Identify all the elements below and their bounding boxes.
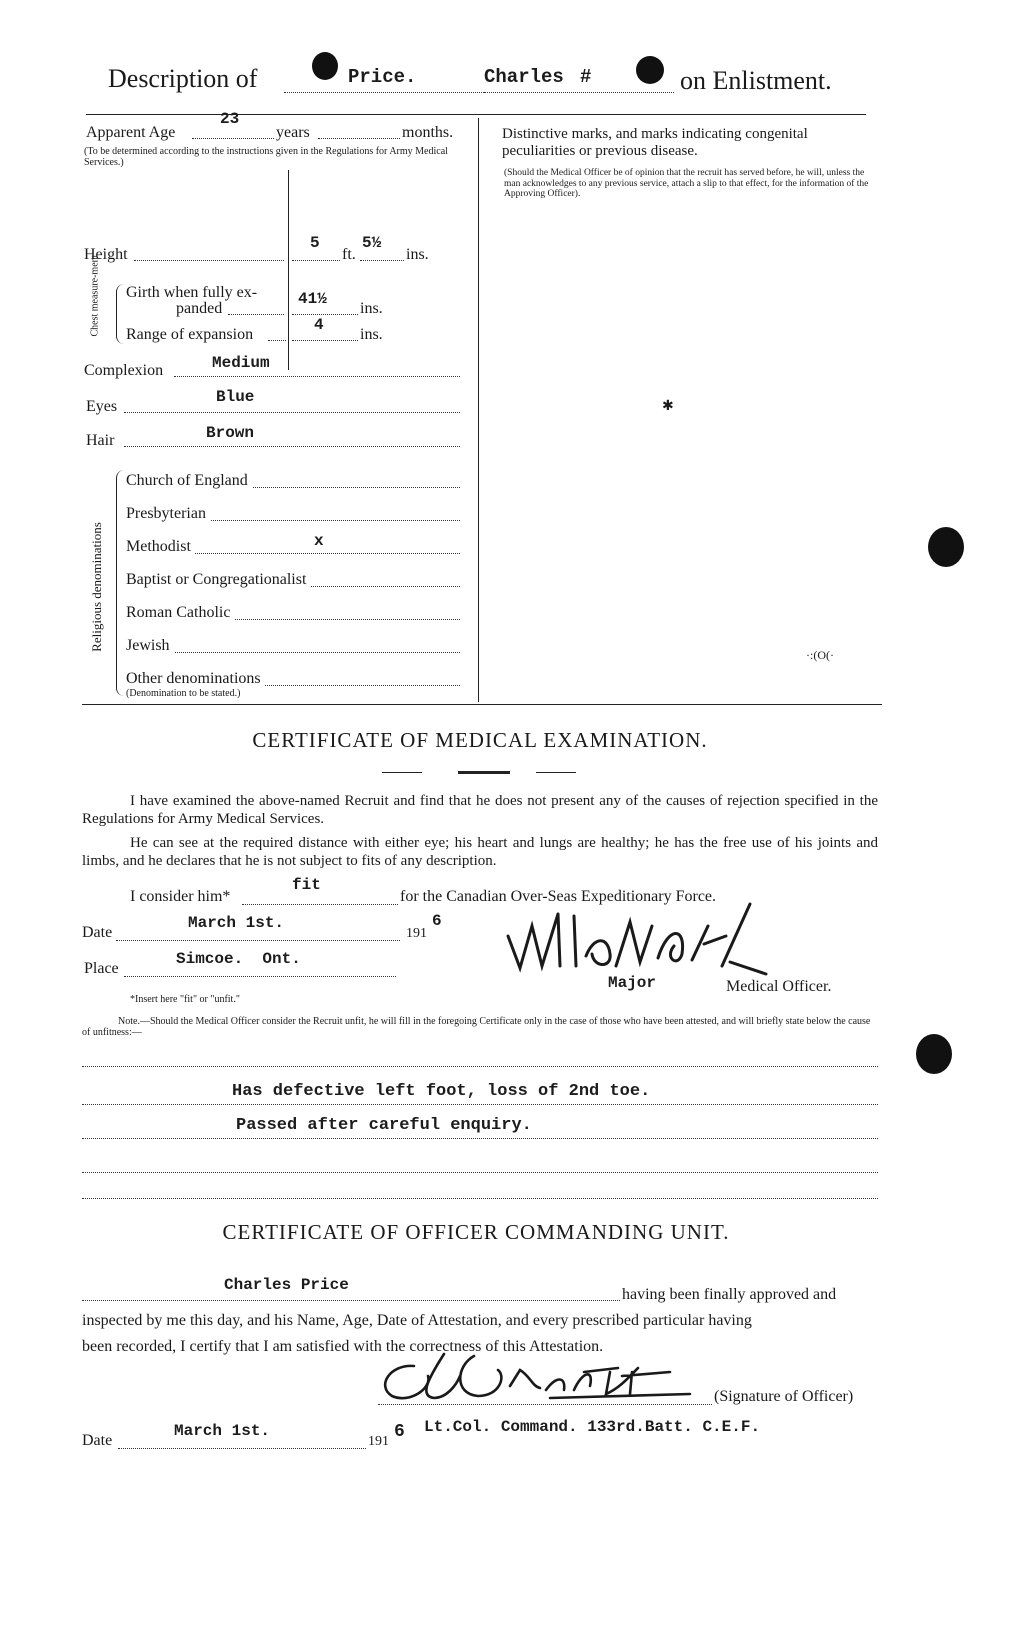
header-surname: Price. (348, 66, 417, 88)
denomination-row (126, 635, 460, 659)
medical-certificate-title: CERTIFICATE OF MEDICAL EXAMINATION. (252, 728, 708, 752)
hole-punch (916, 1034, 952, 1074)
commanding-year-digit: 6 (394, 1422, 405, 1442)
ink-blot (636, 56, 664, 84)
girth-label-line-1: Girth when fully ex- (126, 284, 258, 301)
height-feet-unit: ft. (342, 246, 356, 263)
denomination-label: Church of England (126, 472, 252, 490)
ink-blot (312, 52, 338, 80)
hair-label: Hair (86, 432, 115, 449)
commanding-certificate-title: CERTIFICATE OF OFFICER COMMANDING UNIT. (222, 1220, 730, 1244)
medical-remark-2: Passed after careful enquiry. (236, 1116, 532, 1135)
commanding-text-1: having been finally approved and (622, 1286, 837, 1303)
medical-year-prefix: 191 (406, 926, 427, 941)
marks-note: (Should the Medical Officer be of opinion that the recruit has served before, he will, unless the man acknowledges to any previous service, attach a slip to that effect, for the information of the Approving Officer). (504, 168, 869, 199)
header-prefix: Description of (108, 64, 258, 93)
girth-value: 41½ (298, 290, 327, 308)
complexion-value: Medium (212, 354, 270, 372)
commanding-date-label: Date (82, 1432, 113, 1449)
medical-officer-rank: Major (608, 974, 657, 992)
header-suffix: on Enlistment. (680, 66, 832, 95)
medical-officer-signature (498, 896, 778, 980)
denomination-row (126, 470, 460, 494)
header-hash: # (580, 66, 592, 88)
marks-label-line-1: Distinctive marks, and marks indicating congenital (502, 126, 808, 142)
consider-label: I consider him* (130, 888, 231, 905)
medical-paragraph-1: I have examined the above-named Recruit and find that he does not present any of the causes of rejection specified in the Regulations for Army Medical Services. (82, 793, 878, 827)
medical-date-value: March 1st. (188, 914, 285, 932)
girth-unit: ins. (360, 300, 383, 317)
unfit-note: Note.—Should the Medical Officer consider the Recruit unfit, he will fill in the foregoing Certificate only in the case of those who have been attested, and will briefly state below the cause of unfitness:— (82, 1016, 871, 1038)
range-label: Range of expansion (126, 326, 254, 343)
denomination-row (126, 569, 460, 593)
form-header (108, 62, 968, 102)
eyes-value: Blue (216, 388, 255, 406)
medical-date-label: Date (82, 924, 113, 941)
denomination-row (126, 503, 460, 527)
eyes-label: Eyes (86, 398, 118, 415)
height-feet-value: 5 (310, 234, 320, 252)
hair-value: Brown (206, 424, 255, 442)
commanding-officer-signature (370, 1346, 700, 1406)
age-years-label: years (276, 124, 310, 141)
age-value: 23 (220, 110, 240, 128)
medical-year-digit: 6 (432, 912, 442, 930)
complexion-label: Complexion (84, 362, 164, 379)
hole-punch (928, 527, 964, 567)
denomination-label: Methodist (126, 538, 195, 556)
medical-remark-1: Has defective left foot, loss of 2nd toe. (232, 1082, 651, 1101)
religion-label: Religious denominations (89, 522, 104, 652)
place-value: Simcoe. Ont. (176, 950, 301, 968)
denomination-label: Roman Catholic (126, 604, 234, 622)
consider-suffix: for the Canadian Over-Seas Expeditionary Force. (400, 888, 717, 905)
chest-label: Chest measure-ment. (89, 252, 101, 337)
age-label: Apparent Age (86, 124, 176, 141)
height-label: Height (84, 246, 128, 263)
denomination-label: Baptist or Congregationalist (126, 571, 310, 589)
insert-note: *Insert here "fit" or "unfit." (130, 994, 240, 1005)
commanding-unit-value: Lt.Col. Command. 133rd.Batt. C.E.F. (424, 1418, 761, 1436)
denomination-note: (Denomination to be stated.) (126, 688, 241, 699)
medical-officer-label: Medical Officer. (726, 978, 832, 995)
girth-label-line-2: panded (176, 300, 223, 317)
age-note: (To be determined according to the instructions given in the Regulations for Army Medical Services.) (84, 146, 448, 168)
denomination-mark: x (314, 532, 324, 550)
denomination-label: Presbyterian (126, 505, 210, 523)
officer-signature-label: (Signature of Officer) (714, 1388, 854, 1405)
commanding-date-value: March 1st. (174, 1422, 271, 1440)
age-months-label: months. (402, 124, 454, 141)
consider-value: fit (292, 876, 321, 894)
commanding-text-3: been recorded, I certify that I am satisfied with the correctness of this Attestation. (82, 1338, 604, 1355)
commanding-text-2: inspected by me this day, and his Name, Age, Date of Attestation, and every prescribed particular having (82, 1312, 752, 1329)
medical-paragraph-2: He can see at the required distance with either eye; his heart and lungs are healthy; he has the free use of his joints and limbs, and he declares that he is not subject to fits of any description. (82, 835, 878, 869)
place-label: Place (84, 960, 119, 977)
denomination-row (126, 602, 460, 626)
header-given-name: Charles (484, 66, 564, 88)
denomination-row (126, 532, 460, 560)
denomination-label: Jewish (126, 637, 174, 655)
height-inches-unit: ins. (406, 246, 429, 263)
marks-label-line-2: peculiarities or previous disease. (502, 143, 698, 159)
denomination-label: Other denominations (126, 670, 265, 688)
recruit-name-value: Charles Price (224, 1276, 349, 1294)
range-unit: ins. (360, 326, 383, 343)
commanding-year-prefix: 191 (368, 1434, 389, 1449)
range-value: 4 (314, 316, 324, 334)
height-inches-value: 5½ (362, 234, 382, 252)
